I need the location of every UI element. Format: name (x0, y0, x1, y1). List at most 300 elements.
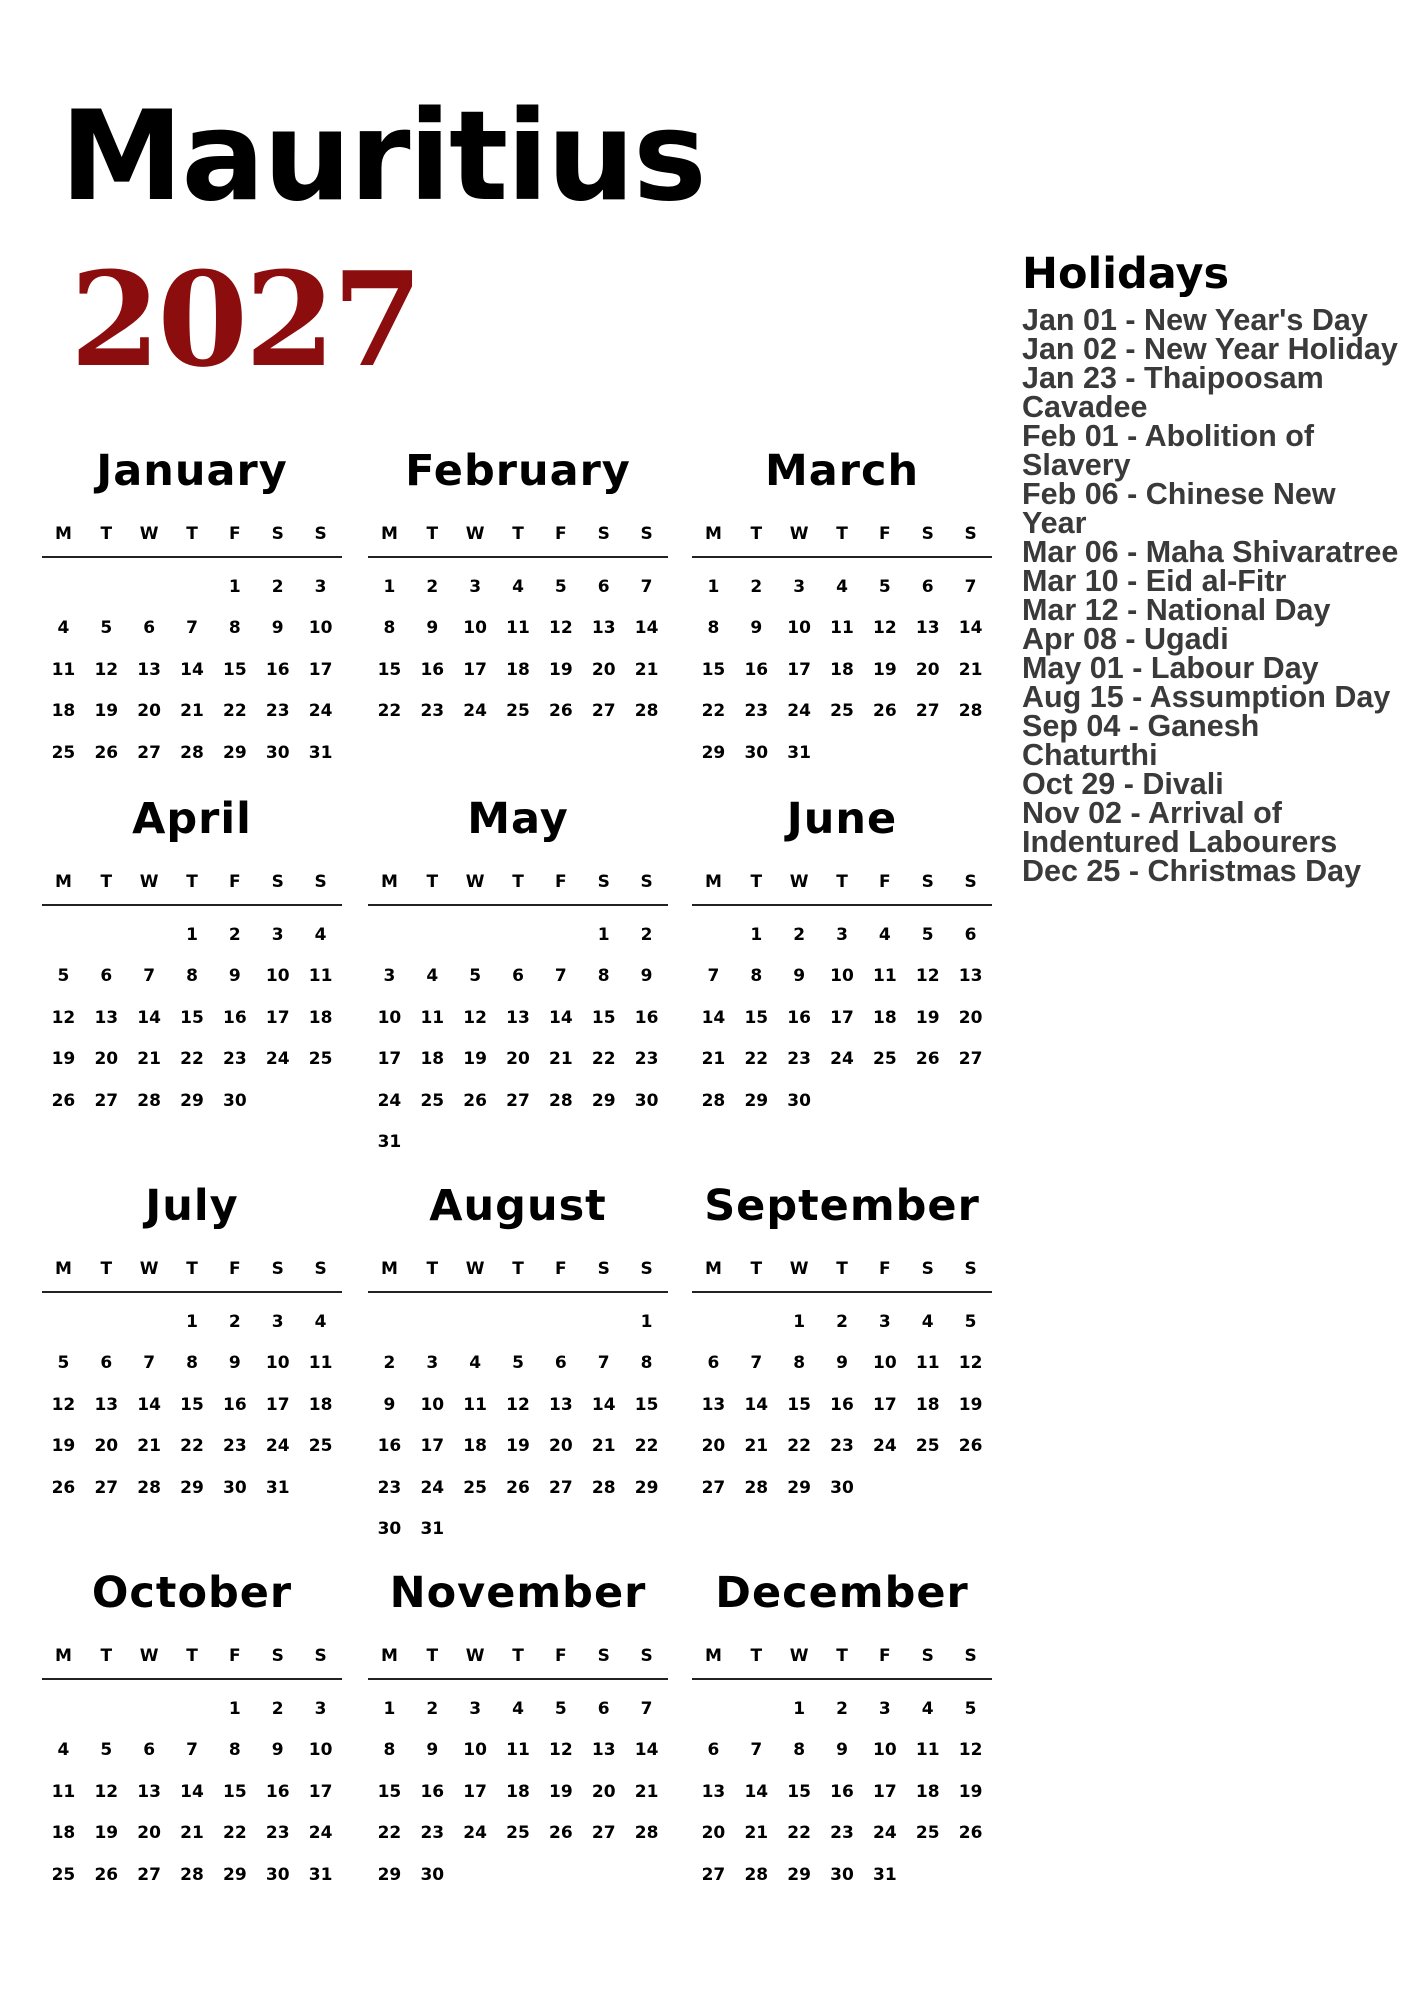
week-row (368, 1771, 668, 1813)
day-cell: 27 (591, 1823, 616, 1844)
week-row (42, 997, 342, 1039)
week-row (692, 1080, 992, 1122)
day-cell: 8 (793, 1740, 806, 1761)
weekday-label: F (879, 872, 891, 892)
weekday-label: W (139, 872, 159, 892)
day-cell: 27 (915, 701, 940, 722)
day-cell: 8 (228, 618, 241, 639)
week-row (368, 608, 668, 650)
weekday-label: T (426, 1646, 439, 1666)
month-november (368, 1568, 668, 1896)
day-cell: 29 (591, 1090, 616, 1111)
day-cell: 11 (463, 1394, 487, 1415)
day-cell: 21 (180, 701, 204, 722)
day-cell: 26 (873, 701, 897, 722)
day-cell: 1 (186, 1311, 198, 1332)
week-row (42, 1080, 342, 1122)
day-cell: 12 (506, 1394, 530, 1415)
day-cell: 29 (180, 1477, 204, 1498)
month-september (692, 1181, 992, 1509)
day-cell: 6 (964, 924, 977, 945)
day-cell: 14 (137, 1394, 161, 1415)
weekday-label: T (836, 872, 848, 892)
day-cell: 12 (463, 1007, 487, 1028)
weekday-label: M (380, 1259, 398, 1279)
month-october (42, 1568, 342, 1896)
weekday-label: M (380, 1646, 398, 1666)
week-row (42, 649, 342, 691)
day-cell: 21 (958, 659, 983, 680)
day-cell: 19 (94, 701, 119, 722)
day-cell: 19 (958, 1781, 983, 1802)
month-name: June (786, 794, 898, 844)
day-cell: 18 (308, 1007, 333, 1028)
holiday-item: May 01 - Labour Day (1022, 651, 1319, 685)
weekday-label: T (186, 1259, 198, 1279)
day-cell: 9 (750, 618, 763, 639)
day-cell: 26 (549, 1823, 573, 1844)
weekday-label: F (229, 1646, 241, 1666)
weekday-label: S (271, 1259, 284, 1279)
day-cell: 28 (701, 1090, 726, 1111)
day-cell: 17 (463, 659, 487, 680)
day-cell: 27 (701, 1864, 726, 1885)
day-cell: 8 (640, 1353, 653, 1374)
day-cell: 9 (271, 1740, 284, 1761)
day-cell: 6 (143, 1740, 156, 1761)
week-row (692, 608, 992, 650)
week-row (42, 1730, 342, 1772)
week-row (42, 1771, 342, 1813)
day-cell: 17 (463, 1781, 487, 1802)
weekday-label: W (789, 872, 809, 892)
day-cell: 2 (640, 924, 653, 945)
day-cell: 7 (964, 576, 977, 597)
day-cell: 14 (958, 618, 983, 639)
week-row (368, 1039, 668, 1081)
day-cell: 4 (314, 924, 327, 945)
day-cell: 15 (787, 1394, 811, 1415)
weekday-label: W (139, 1646, 159, 1666)
weekday-label: W (789, 1646, 809, 1666)
weekday-label: T (426, 524, 439, 544)
day-cell: 22 (223, 1823, 247, 1844)
day-cell: 1 (597, 924, 610, 945)
day-cell: 12 (549, 618, 573, 639)
day-cell: 25 (51, 1864, 76, 1885)
weekday-label: T (512, 1646, 524, 1666)
day-cell: 31 (377, 1132, 402, 1153)
day-cell: 18 (915, 1394, 940, 1415)
day-cell: 23 (377, 1477, 402, 1498)
day-cell: 30 (634, 1090, 659, 1111)
month-january (42, 446, 342, 774)
day-cell: 3 (793, 576, 806, 597)
weekday-label: S (640, 872, 653, 892)
day-cell: 23 (420, 1823, 445, 1844)
weekday-header (692, 1259, 992, 1293)
day-cell: 22 (787, 1823, 811, 1844)
week-row (42, 956, 342, 998)
day-cell: 7 (186, 618, 198, 639)
month-may (368, 794, 668, 1163)
day-cell: 8 (383, 618, 396, 639)
day-cell: 19 (51, 1049, 76, 1070)
day-cell: 7 (143, 1353, 156, 1374)
day-cell: 8 (793, 1353, 806, 1374)
day-cell: 12 (958, 1353, 983, 1374)
day-cell: 25 (420, 1090, 445, 1111)
day-cell: 1 (750, 924, 763, 945)
weekday-label: S (640, 1646, 653, 1666)
day-cell: 13 (94, 1007, 119, 1028)
day-cell: 17 (787, 659, 811, 680)
weeks (368, 1301, 668, 1550)
year-label: 2027 (70, 243, 420, 396)
weekday-label: T (186, 524, 198, 544)
day-cell: 23 (223, 1436, 247, 1457)
day-cell: 28 (180, 1864, 204, 1885)
day-cell: 12 (94, 1781, 119, 1802)
day-cell: 8 (383, 1740, 396, 1761)
day-cell: 26 (463, 1090, 487, 1111)
day-cell: 24 (265, 1436, 290, 1457)
week-row (368, 566, 668, 608)
day-cell: 12 (958, 1740, 983, 1761)
day-cell: 31 (873, 1864, 897, 1885)
day-cell: 24 (377, 1090, 402, 1111)
day-cell: 24 (463, 701, 487, 722)
week-row (42, 1688, 342, 1730)
day-cell: 13 (137, 659, 161, 680)
weekday-label: M (380, 872, 398, 892)
weekday-label: S (597, 872, 610, 892)
day-cell: 22 (377, 701, 402, 722)
weekday-header (692, 1646, 992, 1680)
day-cell: 19 (549, 1781, 573, 1802)
day-cell: 11 (830, 618, 854, 639)
weekday-header (692, 872, 992, 906)
day-cell: 16 (830, 1394, 854, 1415)
day-cell: 14 (180, 659, 204, 680)
day-cell: 5 (964, 1311, 977, 1332)
day-cell: 13 (591, 618, 616, 639)
weekday-label: S (640, 1259, 653, 1279)
weekday-label: M (54, 524, 72, 544)
weekday-label: W (139, 1259, 159, 1279)
day-cell: 13 (958, 966, 983, 987)
day-cell: 4 (57, 618, 70, 639)
day-cell: 18 (463, 1436, 487, 1457)
day-cell: 17 (420, 1436, 445, 1457)
day-cell: 21 (549, 1049, 573, 1070)
month-name: January (96, 446, 288, 496)
day-cell: 21 (137, 1436, 161, 1457)
day-cell: 18 (830, 659, 854, 680)
day-cell: 23 (223, 1049, 247, 1070)
weekday-label: T (750, 524, 763, 544)
day-cell: 29 (787, 1864, 811, 1885)
day-cell: 23 (634, 1049, 659, 1070)
day-cell: 25 (506, 701, 530, 722)
day-cell: 10 (308, 1740, 333, 1761)
weekday-label: T (836, 1646, 848, 1666)
weekday-label: S (597, 1646, 610, 1666)
day-cell: 16 (223, 1394, 247, 1415)
week-row (692, 956, 992, 998)
holiday-item: Mar 10 - Eid al-Fitr (1022, 564, 1287, 598)
holiday-item: Aug 15 - Assumption Day (1022, 680, 1391, 714)
day-cell: 4 (512, 576, 524, 597)
day-cell: 20 (549, 1436, 573, 1457)
week-row (692, 1771, 992, 1813)
week-row (42, 914, 342, 956)
day-cell: 29 (701, 742, 726, 763)
weekday-label: T (750, 1646, 763, 1666)
day-cell: 17 (308, 659, 333, 680)
weeks (692, 1688, 992, 1896)
day-cell: 20 (94, 1049, 119, 1070)
weekday-label: F (229, 872, 241, 892)
day-cell: 9 (383, 1394, 396, 1415)
day-cell: 27 (137, 742, 161, 763)
day-cell: 25 (308, 1436, 333, 1457)
day-cell: 26 (915, 1049, 940, 1070)
weekday-label: T (512, 872, 524, 892)
day-cell: 15 (180, 1007, 204, 1028)
day-cell: 10 (873, 1353, 897, 1374)
week-row (692, 566, 992, 608)
day-cell: 11 (420, 1007, 445, 1028)
week-row (368, 1509, 668, 1551)
day-cell: 25 (506, 1823, 530, 1844)
day-cell: 14 (180, 1781, 204, 1802)
weekday-label: S (921, 1259, 934, 1279)
day-cell: 9 (228, 966, 241, 987)
week-row (368, 1813, 668, 1855)
day-cell: 28 (591, 1477, 616, 1498)
day-cell: 28 (137, 1477, 161, 1498)
day-cell: 2 (271, 1698, 284, 1719)
day-cell: 9 (836, 1353, 848, 1374)
weekday-header (692, 524, 992, 558)
day-cell: 18 (506, 659, 530, 680)
day-cell: 7 (554, 966, 567, 987)
weekday-label: S (921, 524, 934, 544)
month-name: February (405, 446, 631, 496)
day-cell: 16 (420, 1781, 445, 1802)
day-cell: 18 (51, 701, 76, 722)
weekday-label: F (555, 1259, 567, 1279)
day-cell: 28 (634, 1823, 659, 1844)
day-cell: 24 (463, 1823, 487, 1844)
day-cell: 15 (701, 659, 726, 680)
weekday-label: T (836, 524, 848, 544)
day-cell: 22 (744, 1049, 769, 1070)
day-cell: 11 (873, 966, 897, 987)
day-cell: 5 (57, 966, 70, 987)
holiday-item: Jan 02 - New Year Holiday (1022, 332, 1398, 366)
day-cell: 4 (878, 924, 891, 945)
day-cell: 14 (634, 618, 659, 639)
weekday-header (368, 1259, 668, 1293)
day-cell: 26 (506, 1477, 530, 1498)
day-cell: 29 (223, 1864, 247, 1885)
weekday-label: F (555, 524, 567, 544)
day-cell: 12 (549, 1740, 573, 1761)
day-cell: 12 (51, 1394, 76, 1415)
day-cell: 3 (878, 1698, 891, 1719)
day-cell: 30 (420, 1864, 445, 1885)
day-cell: 25 (308, 1049, 333, 1070)
weekday-label: S (271, 1646, 284, 1666)
weekday-label: S (314, 872, 327, 892)
day-cell: 10 (265, 1353, 290, 1374)
weekday-label: S (271, 872, 284, 892)
day-cell: 3 (426, 1353, 439, 1374)
week-row (692, 1343, 992, 1385)
day-cell: 3 (271, 924, 284, 945)
day-cell: 16 (830, 1781, 854, 1802)
day-cell: 24 (873, 1823, 897, 1844)
weekday-label: S (271, 524, 284, 544)
day-cell: 21 (634, 1781, 659, 1802)
day-cell: 28 (634, 701, 659, 722)
day-cell: 25 (873, 1049, 897, 1070)
day-cell: 25 (463, 1477, 487, 1498)
day-cell: 1 (793, 1698, 806, 1719)
day-cell: 24 (873, 1436, 897, 1457)
weekday-label: S (964, 1646, 977, 1666)
day-cell: 28 (744, 1864, 769, 1885)
day-cell: 29 (223, 742, 247, 763)
day-cell: 21 (701, 1049, 726, 1070)
week-row (368, 1122, 668, 1164)
day-cell: 19 (94, 1823, 119, 1844)
day-cell: 14 (549, 1007, 573, 1028)
day-cell: 15 (180, 1394, 204, 1415)
weekday-label: T (750, 872, 763, 892)
day-cell: 2 (793, 924, 806, 945)
day-cell: 18 (915, 1781, 940, 1802)
day-cell: 30 (744, 742, 769, 763)
day-cell: 24 (308, 1823, 333, 1844)
day-cell: 14 (744, 1781, 769, 1802)
day-cell: 5 (878, 576, 891, 597)
day-cell: 8 (750, 966, 763, 987)
day-cell: 1 (640, 1311, 653, 1332)
month-march (692, 446, 992, 774)
day-cell: 10 (265, 966, 290, 987)
weekday-label: F (879, 1646, 891, 1666)
week-row (42, 1426, 342, 1468)
month-august (368, 1181, 668, 1550)
week-row (692, 1688, 992, 1730)
day-cell: 14 (634, 1740, 659, 1761)
day-cell: 3 (314, 1698, 327, 1719)
day-cell: 22 (787, 1436, 811, 1457)
day-cell: 1 (383, 1698, 396, 1719)
day-cell: 20 (94, 1436, 119, 1457)
day-cell: 15 (223, 659, 247, 680)
weekday-label: S (314, 1259, 327, 1279)
day-cell: 2 (426, 1698, 439, 1719)
week-row (368, 1343, 668, 1385)
day-cell: 12 (94, 659, 119, 680)
day-cell: 7 (707, 966, 720, 987)
day-cell: 4 (512, 1698, 524, 1719)
day-cell: 9 (426, 1740, 439, 1761)
day-cell: 20 (137, 1823, 161, 1844)
day-cell: 16 (265, 659, 290, 680)
day-cell: 7 (750, 1353, 763, 1374)
day-cell: 21 (591, 1436, 616, 1457)
weekday-label: F (879, 1259, 891, 1279)
day-cell: 20 (958, 1007, 983, 1028)
holiday-item: Feb 01 - Abolition of Slavery (1022, 419, 1314, 482)
day-cell: 5 (469, 966, 482, 987)
weekday-label: S (921, 872, 934, 892)
day-cell: 11 (308, 1353, 333, 1374)
holiday-item: Apr 08 - Ugadi (1022, 622, 1229, 656)
weekday-label: S (597, 524, 610, 544)
day-cell: 15 (377, 659, 402, 680)
day-cell: 28 (744, 1477, 769, 1498)
holiday-item: Oct 29 - Divali (1022, 767, 1224, 801)
weekday-label: W (139, 524, 159, 544)
month-july (42, 1181, 342, 1509)
day-cell: 12 (915, 966, 940, 987)
week-row (42, 608, 342, 650)
day-cell: 19 (506, 1436, 530, 1457)
day-cell: 23 (830, 1823, 854, 1844)
holiday-list (1022, 303, 1402, 888)
day-cell: 13 (915, 618, 940, 639)
day-cell: 5 (921, 924, 934, 945)
week-row (42, 1384, 342, 1426)
day-cell: 31 (308, 742, 333, 763)
day-cell: 9 (793, 966, 806, 987)
day-cell: 20 (701, 1823, 726, 1844)
day-cell: 21 (634, 659, 659, 680)
week-row (368, 691, 668, 733)
day-cell: 4 (426, 966, 439, 987)
week-row (368, 649, 668, 691)
day-cell: 31 (420, 1519, 445, 1540)
day-cell: 15 (634, 1394, 659, 1415)
day-cell: 11 (915, 1353, 940, 1374)
day-cell: 3 (383, 966, 396, 987)
weekday-label: S (640, 524, 653, 544)
day-cell: 3 (314, 576, 327, 597)
day-cell: 22 (223, 701, 247, 722)
week-row (692, 1426, 992, 1468)
day-cell: 17 (265, 1007, 290, 1028)
day-cell: 22 (377, 1823, 402, 1844)
day-cell: 9 (228, 1353, 241, 1374)
day-cell: 5 (554, 576, 567, 597)
day-cell: 29 (634, 1477, 659, 1498)
day-cell: 16 (377, 1436, 402, 1457)
holidays-panel (1022, 249, 1402, 888)
day-cell: 26 (958, 1823, 983, 1844)
weekday-header (368, 1646, 668, 1680)
day-cell: 10 (377, 1007, 402, 1028)
day-cell: 11 (506, 618, 530, 639)
day-cell: 3 (469, 1698, 482, 1719)
week-row (42, 732, 342, 774)
day-cell: 10 (873, 1740, 897, 1761)
